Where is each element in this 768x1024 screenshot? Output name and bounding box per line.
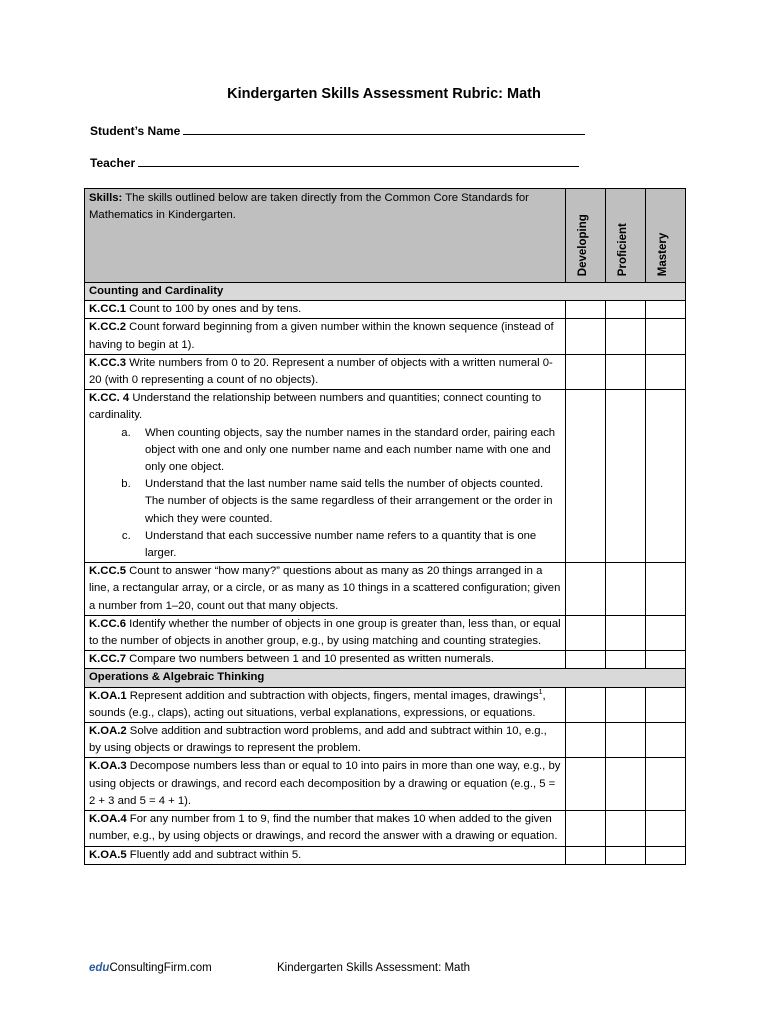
standard-code: K.OA.3 — [89, 760, 127, 773]
table-row — [85, 390, 686, 563]
developing-cell[interactable] — [565, 811, 605, 846]
mastery-cell[interactable] — [645, 615, 685, 650]
sub-item: a. When counting objects, say the number names in the standard order, pairing each object with one and only one number name and each number name with one and only one object. — [137, 425, 561, 477]
skill-cell — [85, 390, 566, 563]
standard-code: K.OA.4 — [89, 813, 127, 826]
standard-code: K.OA.2 — [89, 725, 127, 738]
table-header-row — [85, 189, 686, 283]
skills-label: Skills: — [89, 192, 123, 204]
skill-cell — [85, 301, 566, 319]
developing-cell[interactable] — [565, 846, 605, 864]
footer-brand — [89, 962, 212, 974]
table-row — [85, 563, 686, 616]
footer-title: Kindergarten Skills Assessment: Math — [277, 962, 471, 974]
standard-text: Represent addition and subtraction with objects, fingers, mental images, drawings — [126, 689, 539, 702]
standard-text: Count forward beginning from a given number within the known sequence (instead of having to begin at 1). — [89, 321, 554, 351]
standard-code: K.CC.3 — [89, 356, 127, 369]
table-row — [85, 758, 686, 811]
standard-text: Fluently add and subtract within 5. — [126, 848, 302, 861]
column-label-proficient: Proficient — [617, 222, 630, 276]
skills-intro: The skills outlined below are taken directly from the Common Core Standards for Mathematics in Kindergarten. — [89, 192, 529, 222]
standard-code: K.CC. 4 — [89, 392, 130, 405]
standard-text: For any number from 1 to 9, find the number that makes 10 when added to the given number, e.g., by using objects or drawings, and record the answer with a drawing or equation. — [89, 813, 558, 843]
skill-cell — [85, 846, 566, 864]
column-header-developing — [565, 189, 605, 283]
section-heading: Operations & Algebraic Thinking — [85, 669, 686, 687]
developing-cell[interactable] — [565, 758, 605, 811]
mastery-cell[interactable] — [645, 687, 685, 722]
standard-code: K.CC.1 — [89, 303, 127, 316]
developing-cell[interactable] — [565, 723, 605, 758]
section-row-operations — [85, 669, 686, 687]
teacher-line[interactable] — [138, 155, 579, 167]
table-row — [85, 354, 686, 389]
proficient-cell[interactable] — [605, 615, 645, 650]
standard-code: K.CC.6 — [89, 617, 127, 630]
developing-cell[interactable] — [565, 687, 605, 722]
proficient-cell[interactable] — [605, 723, 645, 758]
standard-text: Count to answer “how many?” questions about as many as 20 things arranged in a line, a rectangular array, or a circle, or as many as 10 things in a scattered configuration; given a number from 1–20, count out that many objects. — [89, 565, 561, 612]
proficient-cell[interactable] — [605, 687, 645, 722]
mastery-cell[interactable] — [645, 811, 685, 846]
developing-cell[interactable] — [565, 354, 605, 389]
teacher-label: Teacher — [90, 156, 136, 170]
table-row — [85, 846, 686, 864]
column-header-proficient — [605, 189, 645, 283]
table-row — [85, 651, 686, 669]
standard-code: K.CC.5 — [89, 565, 127, 578]
proficient-cell[interactable] — [605, 563, 645, 616]
student-name-field[interactable] — [90, 123, 585, 138]
skill-cell — [85, 563, 566, 616]
standard-text: Count to 100 by ones and by tens. — [126, 303, 302, 316]
page-title: Kindergarten Skills Assessment Rubric: Math — [227, 86, 541, 102]
column-label-mastery: Mastery — [657, 232, 670, 276]
skill-cell — [85, 319, 566, 354]
mastery-cell[interactable] — [645, 651, 685, 669]
sub-list — [89, 425, 561, 563]
skill-cell — [85, 687, 566, 722]
footnote-marker: 1 — [538, 688, 543, 696]
section-heading: Counting and Cardinality — [85, 283, 686, 301]
table-row — [85, 811, 686, 846]
skill-cell — [85, 651, 566, 669]
skill-cell — [85, 723, 566, 758]
standard-code: K.OA.5 — [89, 848, 127, 861]
brand-domain: ConsultingFirm.com — [109, 962, 212, 974]
developing-cell[interactable] — [565, 563, 605, 616]
table-row — [85, 319, 686, 354]
mastery-cell[interactable] — [645, 758, 685, 811]
sub-item: c. Understand that each successive number name refers to a quantity that is one larger. — [137, 528, 561, 562]
standard-code: K.OA.1 — [89, 689, 127, 702]
proficient-cell[interactable] — [605, 301, 645, 319]
skills-header-cell — [85, 189, 566, 283]
skill-cell — [85, 615, 566, 650]
skill-cell — [85, 354, 566, 389]
table-row — [85, 687, 686, 722]
proficient-cell[interactable] — [605, 758, 645, 811]
standard-text: Decompose numbers less than or equal to 10 into pairs in more than one way, e.g., by using objects or drawings, and record each decomposition by a drawing or equation (e.g., 5 = 2 + 3 and 5 = 4 + 1). — [89, 760, 561, 807]
student-name-label: Student’s Name — [90, 124, 181, 138]
mastery-cell[interactable] — [645, 319, 685, 354]
standard-text: Solve addition and subtraction word problems, and add and subtract within 10, e.g., by using objects or drawings to represent the problem. — [89, 725, 547, 755]
standard-text: Compare two numbers between 1 and 10 presented as written numerals. — [126, 653, 495, 666]
developing-cell[interactable] — [565, 390, 605, 563]
column-label-developing: Developing — [577, 214, 590, 276]
standard-text: Understand the relationship between numbers and quantities; connect counting to cardinality. — [89, 392, 542, 422]
developing-cell[interactable] — [565, 615, 605, 650]
proficient-cell[interactable] — [605, 354, 645, 389]
skill-cell — [85, 758, 566, 811]
proficient-cell[interactable] — [605, 390, 645, 563]
skill-cell — [85, 811, 566, 846]
standard-text-continued: , sounds (e.g., claps), acting out situations, verbal explanations, expressions, or equations. — [89, 689, 546, 719]
student-name-line[interactable] — [183, 123, 585, 135]
column-header-mastery — [645, 189, 685, 283]
standard-code: K.CC.2 — [89, 321, 127, 334]
mastery-cell[interactable] — [645, 846, 685, 864]
developing-cell[interactable] — [565, 319, 605, 354]
section-row-counting — [85, 283, 686, 301]
table-row — [85, 723, 686, 758]
standard-text: Write numbers from 0 to 20. Represent a number of objects with a written numeral 0-20 (with 0 representing a count of no objects). — [89, 356, 553, 387]
brand-edu: edu — [89, 962, 110, 974]
standard-code: K.CC.7 — [89, 653, 127, 666]
developing-cell[interactable] — [565, 301, 605, 319]
sub-item: b. Understand that the last number name said tells the number of objects counted. The number of objects is the same regardless of their arrangement or the order in which they were counted. — [137, 476, 561, 528]
table-row — [85, 301, 686, 319]
proficient-cell[interactable] — [605, 319, 645, 354]
developing-cell[interactable] — [565, 651, 605, 669]
proficient-cell[interactable] — [605, 846, 645, 864]
proficient-cell[interactable] — [605, 811, 645, 846]
teacher-field[interactable] — [90, 155, 579, 170]
table-row — [85, 615, 686, 650]
standard-text: Identify whether the number of objects in one group is greater than, less than, or equal to the number of objects in another group, e.g., by using matching and counting strategies. — [89, 617, 561, 648]
proficient-cell[interactable] — [605, 651, 645, 669]
rubric-table — [84, 188, 686, 865]
mastery-cell[interactable] — [645, 723, 685, 758]
mastery-cell[interactable] — [645, 301, 685, 319]
mastery-cell[interactable] — [645, 390, 685, 563]
mastery-cell[interactable] — [645, 563, 685, 616]
mastery-cell[interactable] — [645, 354, 685, 389]
